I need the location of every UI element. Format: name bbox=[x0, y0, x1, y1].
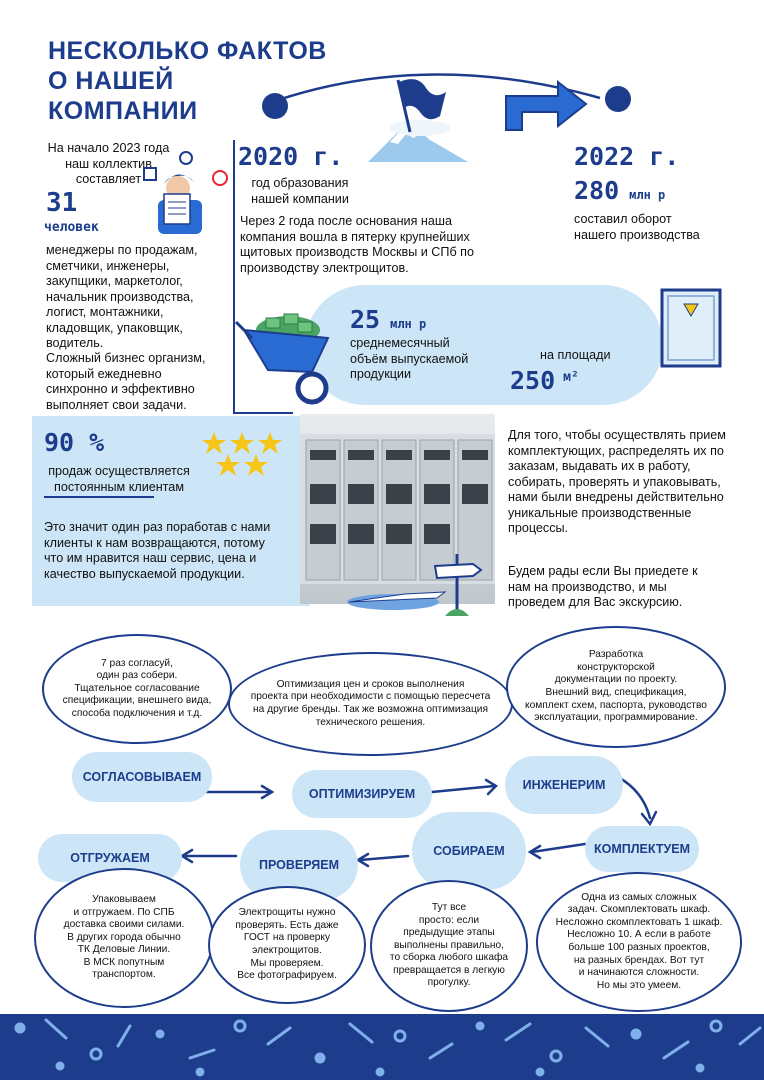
bubble-optimize-text: Оптимизация цен и сроков выполнения проекта при необходимости с помощью пересчета на другие бренды. Так же возможна оптимизация технического решения. bbox=[250, 678, 491, 728]
step-optimize: ОПТИМИЗИРУЕМ bbox=[292, 770, 432, 818]
monthly-amount: 25 bbox=[350, 305, 381, 334]
founded-caption: год образования нашей компании bbox=[251, 176, 349, 206]
tour-text: Будем рады если Вы приедете к нам на производство, и мы проведем для Вас экскурсию. bbox=[508, 564, 698, 609]
plane-signpost-illustration bbox=[345, 540, 495, 620]
step-agree: СОГЛАСОВЫВАЕМ bbox=[72, 752, 212, 802]
turnover-caption: составил оборот нашего производства bbox=[574, 212, 700, 242]
team-count: 31 bbox=[46, 188, 78, 218]
bubble-assemble-text: Тут все просто: если предыдущие этапы выполнены правильно, то сборка любого шкафа превращается в легкую прогулку. bbox=[389, 901, 509, 989]
stars-icon bbox=[200, 430, 286, 480]
team-summary: Сложный бизнес организм, который ежедневно синхронно и эффективно выполняет свои задачи. bbox=[46, 351, 206, 412]
bubble-check-text: Электрощиты нужно проверять. Есть даже ГОСТ на проверку электрощитов. Мы проверяем. Все фотографируем. bbox=[235, 907, 339, 982]
monthly-unit: млн р bbox=[390, 317, 427, 331]
turnover-amount: 280 bbox=[574, 176, 620, 205]
electrical-cabinet-icon bbox=[660, 288, 722, 368]
clients-divider bbox=[44, 496, 154, 498]
footer-tools-pattern bbox=[0, 1014, 764, 1080]
process-text: Для того, чтобы осуществлять прием комплектующих, распределять их по заказам, выдавать их в работу, собирать, проверять и упаковывать, нами были внедрены действительно уникальные производственные процессы. bbox=[508, 428, 726, 535]
tools-pattern-icons bbox=[0, 1014, 764, 1080]
bubble-check bbox=[208, 886, 366, 1004]
growth-text: Через 2 года после основания наша компания вошла в пятерку крупнейших щитовых производств Москвы и СПб по производству электрощитов. bbox=[240, 214, 474, 275]
clients-note: Это значит один раз поработав с нами клиенты к нам возвращаются, потому что им нравится наш сервис, цена и качество выпускаемой продукции. bbox=[44, 520, 271, 581]
bubble-assemble bbox=[370, 880, 528, 1012]
monthly-caption: среднемесячный объём выпускаемой продукции bbox=[350, 336, 469, 381]
bubble-complete-text: Одна из самых сложных задач. Скомплектовать шкаф. Несложно скомплектовать 1 шкаф. Несложно 10. А если в работе больше 100 разных проектов, на разных брендах. Вот тут и начинаются сложности. Но мы это умеем. bbox=[555, 891, 723, 991]
turn-arrow-icon bbox=[500, 74, 592, 134]
bubble-ship bbox=[34, 868, 214, 1008]
team-intro: На начало 2023 года наш коллектив составляет bbox=[47, 141, 170, 186]
timeline-dot-start bbox=[262, 93, 288, 119]
step-assemble: СОБИРАЕМ bbox=[412, 812, 526, 890]
timeline-dot-end bbox=[605, 86, 631, 112]
area-caption: на площади bbox=[540, 348, 611, 362]
bubble-engineer-text: Разработка конструкторской документации по проекту. Внешний вид, спецификация, комплект схем, паспорта, руководство эксплуатации, программирование. bbox=[525, 649, 707, 724]
bubble-ship-text: Упаковываем и отгружаем. По СПБ доставка своими силами. В других города обычно ТК Деловые Линии. В МСК попутным транспортом. bbox=[63, 893, 185, 981]
page-title: НЕСКОЛЬКО ФАКТОВ О НАШЕЙ КОМПАНИИ bbox=[48, 37, 327, 125]
area-unit: м² bbox=[563, 370, 579, 385]
team-count-unit: человек bbox=[44, 220, 99, 235]
step-complete: КОМПЛЕКТУЕМ bbox=[585, 826, 699, 872]
step-check: ПРОВЕРЯЕМ bbox=[240, 830, 358, 900]
area-value bbox=[510, 366, 579, 395]
bubble-optimize bbox=[228, 652, 513, 756]
turnover-unit: млн р bbox=[629, 188, 666, 202]
worker-illustration bbox=[138, 148, 234, 238]
wheelbarrow-money-illustration bbox=[232, 300, 332, 410]
clients-caption: продаж осуществляется постоянным клиентам bbox=[48, 464, 190, 494]
clients-percent: 90 % bbox=[44, 428, 105, 457]
flag-mountain-icon bbox=[368, 70, 468, 165]
area-amount: 250 bbox=[510, 366, 556, 395]
monthly-value bbox=[350, 305, 426, 334]
founded-year: 2020 г. bbox=[238, 142, 344, 171]
bubble-agree bbox=[42, 634, 232, 744]
team-roles: менеджеры по продажам, сметчики, инженеры, закупщики, маркетолог, начальник производства, логист, монтажники, кладовщик, упаковщик, водитель. bbox=[46, 243, 198, 350]
bubble-agree-text: 7 раз согласуй, один раз собери. Тщательное согласование спецификации, внешнего вида, способа подключения и т.д. bbox=[62, 657, 212, 719]
turnover-year: 2022 г. bbox=[574, 142, 680, 171]
bubble-engineer bbox=[506, 626, 726, 748]
turnover-value bbox=[574, 176, 665, 205]
step-engineer: ИНЖЕНЕРИМ bbox=[505, 756, 623, 814]
step-ship: ОТГРУЖАЕМ bbox=[38, 834, 182, 882]
bubble-complete bbox=[536, 872, 742, 1012]
section-divider-foot bbox=[233, 412, 293, 414]
